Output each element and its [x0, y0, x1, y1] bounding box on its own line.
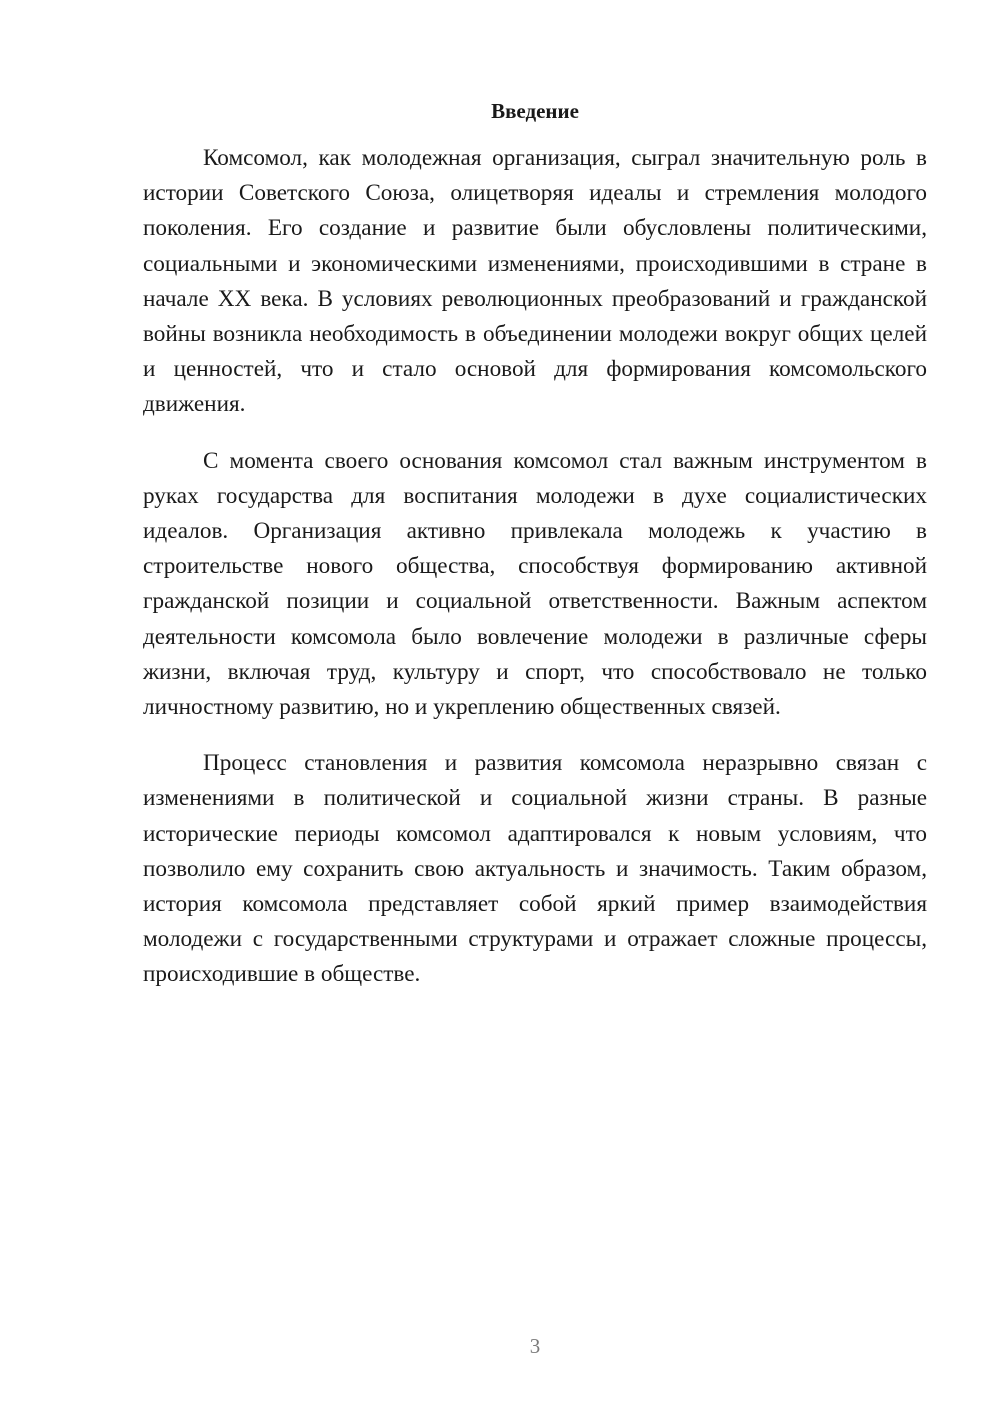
body-text — [143, 141, 927, 1014]
page-number: 3 — [529, 1334, 541, 1358]
section-heading: Введение — [491, 99, 579, 123]
paragraph-3: Процесс становления и развития комсомола неразрывно связан с изменениями в политической и социальной жизни страны. В разные исторические периоды комсомол адаптировался к новым условиям, что позволило ему сохранить свою актуальность и значимость. Таким образом, история комсомола представляет собой яркий пример взаимодействия молодежи с государственными структурами и отражает сложные процессы, происходившие в обществе. — [143, 750, 927, 988]
paragraph-2: С момента своего основания комсомол стал важным инструментом в руках государства для воспитания молодежи в духе социалистических идеалов. Организация активно привлекала молодежь к участию в строительстве нового общества, способствуя формированию активной гражданской позиции и социальной ответственности. Важным аспектом деятельности комсомола было вовлечение молодежи в различные сферы жизни, включая труд, культуру и спорт, что способствовало не только личностному развитию, но и укреплению общественных связей. — [143, 447, 927, 721]
paragraph-1: Комсомол, как молодежная организация, сыграл значительную роль в истории Советского Союза, олицетворяя идеалы и стремления молодого поколения. Его создание и развитие были обусловлены политическими, социальными и экономическими изменениями, происходившими в стране в начале XX века. В условиях революционных преобразований и гражданской войны возникла необходимость в объединении молодежи вокруг общих целей и ценностей, что и стало основой для формирования комсомольского движения. — [143, 145, 927, 418]
